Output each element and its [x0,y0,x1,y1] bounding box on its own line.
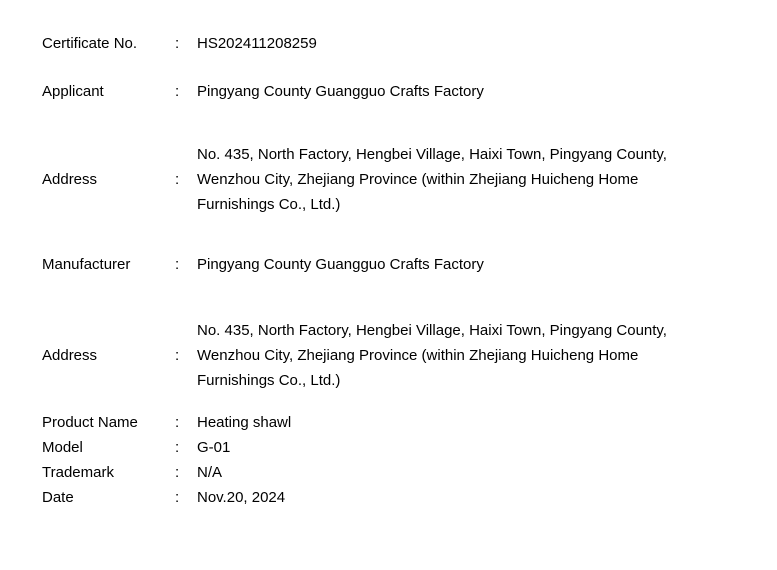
applicant-address-label: Address [42,171,98,188]
field-row-trademark [42,460,757,485]
applicant-address-colon: : [175,171,180,188]
manufacturer-address-line-2: Wenzhou City, Zhejiang Province (within Zhejiang Huicheng Home [197,347,639,364]
applicant-label: Applicant [42,83,104,100]
field-row-applicant [42,79,757,104]
date-colon: : [175,489,180,506]
model-label: Model [42,439,83,456]
product-name-value: Heating shawl [197,414,292,431]
field-row-manufacturer-address [42,318,757,393]
field-row-model [42,435,757,460]
certificate-no-value: HS202411208259 [197,35,317,52]
field-row-date [42,485,757,510]
certificate-no-label: Certificate No. [42,35,138,52]
date-value: Nov.20, 2024 [197,489,286,506]
certificate-no-colon: : [175,35,180,52]
model-value: G-01 [197,439,231,456]
field-row-product-name [42,410,757,435]
manufacturer-address-colon: : [175,347,180,364]
manufacturer-value: Pingyang County Guangguo Crafts Factory [197,256,484,273]
trademark-colon: : [175,464,180,481]
product-name-label: Product Name [42,414,138,431]
applicant-address-line-3: Furnishings Co., Ltd.) [197,196,341,213]
field-row-manufacturer [42,252,757,277]
applicant-value: Pingyang County Guangguo Crafts Factory [197,83,484,100]
product-name-colon: : [175,414,180,431]
field-row-applicant-address [42,142,757,217]
applicant-colon: : [175,83,180,100]
applicant-address-line-2: Wenzhou City, Zhejiang Province (within Zhejiang Huicheng Home [197,171,639,188]
applicant-address-line-1: No. 435, North Factory, Hengbei Village, Haixi Town, Pingyang County, [197,146,667,163]
manufacturer-address-line-1: No. 435, North Factory, Hengbei Village, Haixi Town, Pingyang County, [197,322,667,339]
manufacturer-label: Manufacturer [42,256,131,273]
applicant-address-value [197,142,757,217]
field-row-certificate-no [42,31,757,56]
manufacturer-address-line-3: Furnishings Co., Ltd.) [197,372,341,389]
manufacturer-address-value [197,318,757,393]
trademark-value: N/A [197,464,223,481]
manufacturer-address-label: Address [42,347,98,364]
manufacturer-colon: : [175,256,180,273]
trademark-label: Trademark [42,464,114,481]
date-label: Date [42,489,74,506]
model-colon: : [175,439,180,456]
